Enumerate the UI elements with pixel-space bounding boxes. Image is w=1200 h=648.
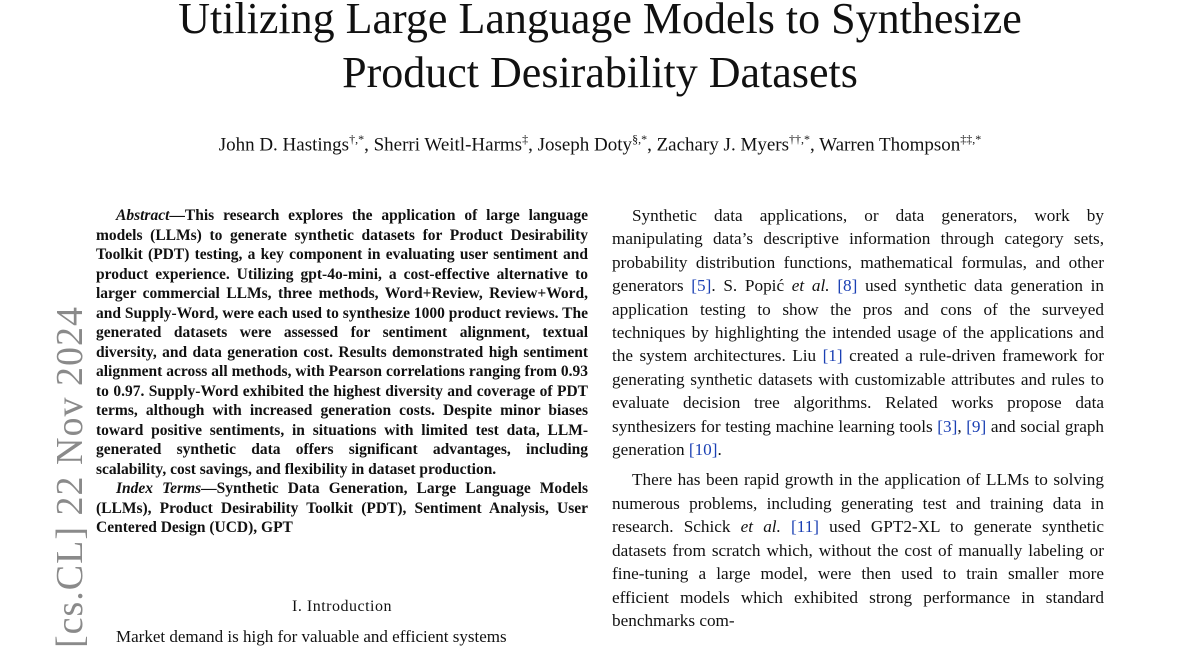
author-list: John D. Hastings†,*, Sherri Weitl-Harms‡, Joseph Doty§,*, Zachary J. Myers††,*, Warren Thompson‡‡,* [218, 132, 982, 156]
author-mark: §,* [632, 132, 648, 146]
body-text: and social graph generation [612, 416, 1105, 460]
author: Warren Thompson [819, 134, 961, 156]
abstract-block [96, 206, 588, 538]
body-text: . S. Popić [711, 276, 792, 296]
index-terms-text: —Synthetic Data Generation, Large Language Models (LLMs), Product Desirability Toolkit (PDT), Sentiment Analysis, User Centered Design (UCD), GPT [96, 480, 588, 536]
title-line-1: Utilizing Large Language Models to Synthesize [178, 0, 1022, 43]
author-mark: ‡ [522, 132, 529, 146]
body-text: Synthetic data applications, or data generators, work by manipulating data’s descriptive information through category sets, probability distribution functions, mathematical formulas, and other generators [612, 206, 1104, 296]
abstract-label: Abstract [116, 207, 170, 224]
intro-text: Market demand is high for valuable and efficient systems [116, 627, 507, 646]
right-column [612, 204, 1104, 639]
citation-link[interactable]: [8] [837, 276, 858, 296]
section-heading: I. Introduction [292, 598, 392, 615]
body-text: created a rule-driven framework for generating synthetic datasets with customizable attributes and rules to evaluate decision tree algorithms. Related works propose data synthesizers for testing machine learning tools [612, 346, 1104, 436]
author: Zachary J. Myers [656, 134, 789, 156]
arxiv-stamp: [cs.CL] 22 Nov 2024 [49, 306, 91, 648]
author-mark: ‡‡,* [960, 132, 982, 146]
author: Sherri Weitl-Harms [373, 134, 523, 156]
right-paragraph-1 [612, 204, 1104, 461]
italic-text: et al. [791, 276, 830, 296]
italic-text: et al. [740, 517, 781, 537]
citation-link[interactable]: [9] [966, 416, 987, 436]
citation-link[interactable]: [10] [688, 440, 718, 460]
body-text: used synthetic data generation in application testing to show the pros and cons of the surveyed techniques by highlighting the intended usage of the applications and the system architectures. Liu [612, 276, 1105, 366]
body-text: . [717, 440, 722, 460]
abstract-text: —This research explores the application of large language models (LLMs) to generate synthetic datasets for Product Desirability Toolkit (PDT) testing, a key component in evaluating user sentiment and product experience. Utilizing gpt-4o-mini, a cost-effective alternative to larger commercial LLMs, three methods, Word+Review, Review+Word, and Supply-Word, were each used to synthesize 1000 product reviews. The generated datasets were assessed for sentiment alignment, textual diversity, and data generation cost. Results demonstrated high sentiment alignment across all methods, with Pearson correlations ranging from 0.93 to 0.97. Supply-Word exhibited the highest diversity and coverage of PDT terms, although with increased generation costs. Despite minor biases toward positive sentiments, in situations with limited test data, LLM-generated synthetic data offers significant advantages, including scalability, cost savings, and flexibility in dataset production. [96, 207, 588, 478]
body-text: There has been rapid growth in the application of LLMs to solving numerous problems, including generating test and training data in research. Schick [612, 470, 1104, 537]
author-mark: ††,* [789, 132, 810, 146]
citation-link[interactable]: [3] [937, 416, 958, 436]
right-paragraph-2 [612, 468, 1104, 632]
index-terms-label: Index Terms [116, 480, 202, 497]
citation-link[interactable]: [11] [791, 517, 820, 537]
author-mark: †,* [349, 132, 365, 146]
body-text: used GPT2-XL to generate synthetic datasets from scratch which, without the cost of manually labeling or fine-tuning a large model, were then used to train smaller more efficient models which exhibited strong performance in standard benchmarks com- [612, 517, 1104, 630]
body-text: , [957, 416, 967, 436]
title-line-2: Product Desirability Datasets [342, 48, 858, 97]
citation-link[interactable]: [5] [691, 276, 712, 296]
author: Joseph Doty [537, 134, 633, 156]
index-terms-paragraph [96, 479, 588, 538]
author: John D. Hastings [218, 134, 350, 156]
abstract-paragraph [96, 206, 588, 479]
paper-title [0, 0, 1200, 100]
body-text [781, 517, 791, 536]
citation-link[interactable]: [1] [822, 346, 843, 366]
